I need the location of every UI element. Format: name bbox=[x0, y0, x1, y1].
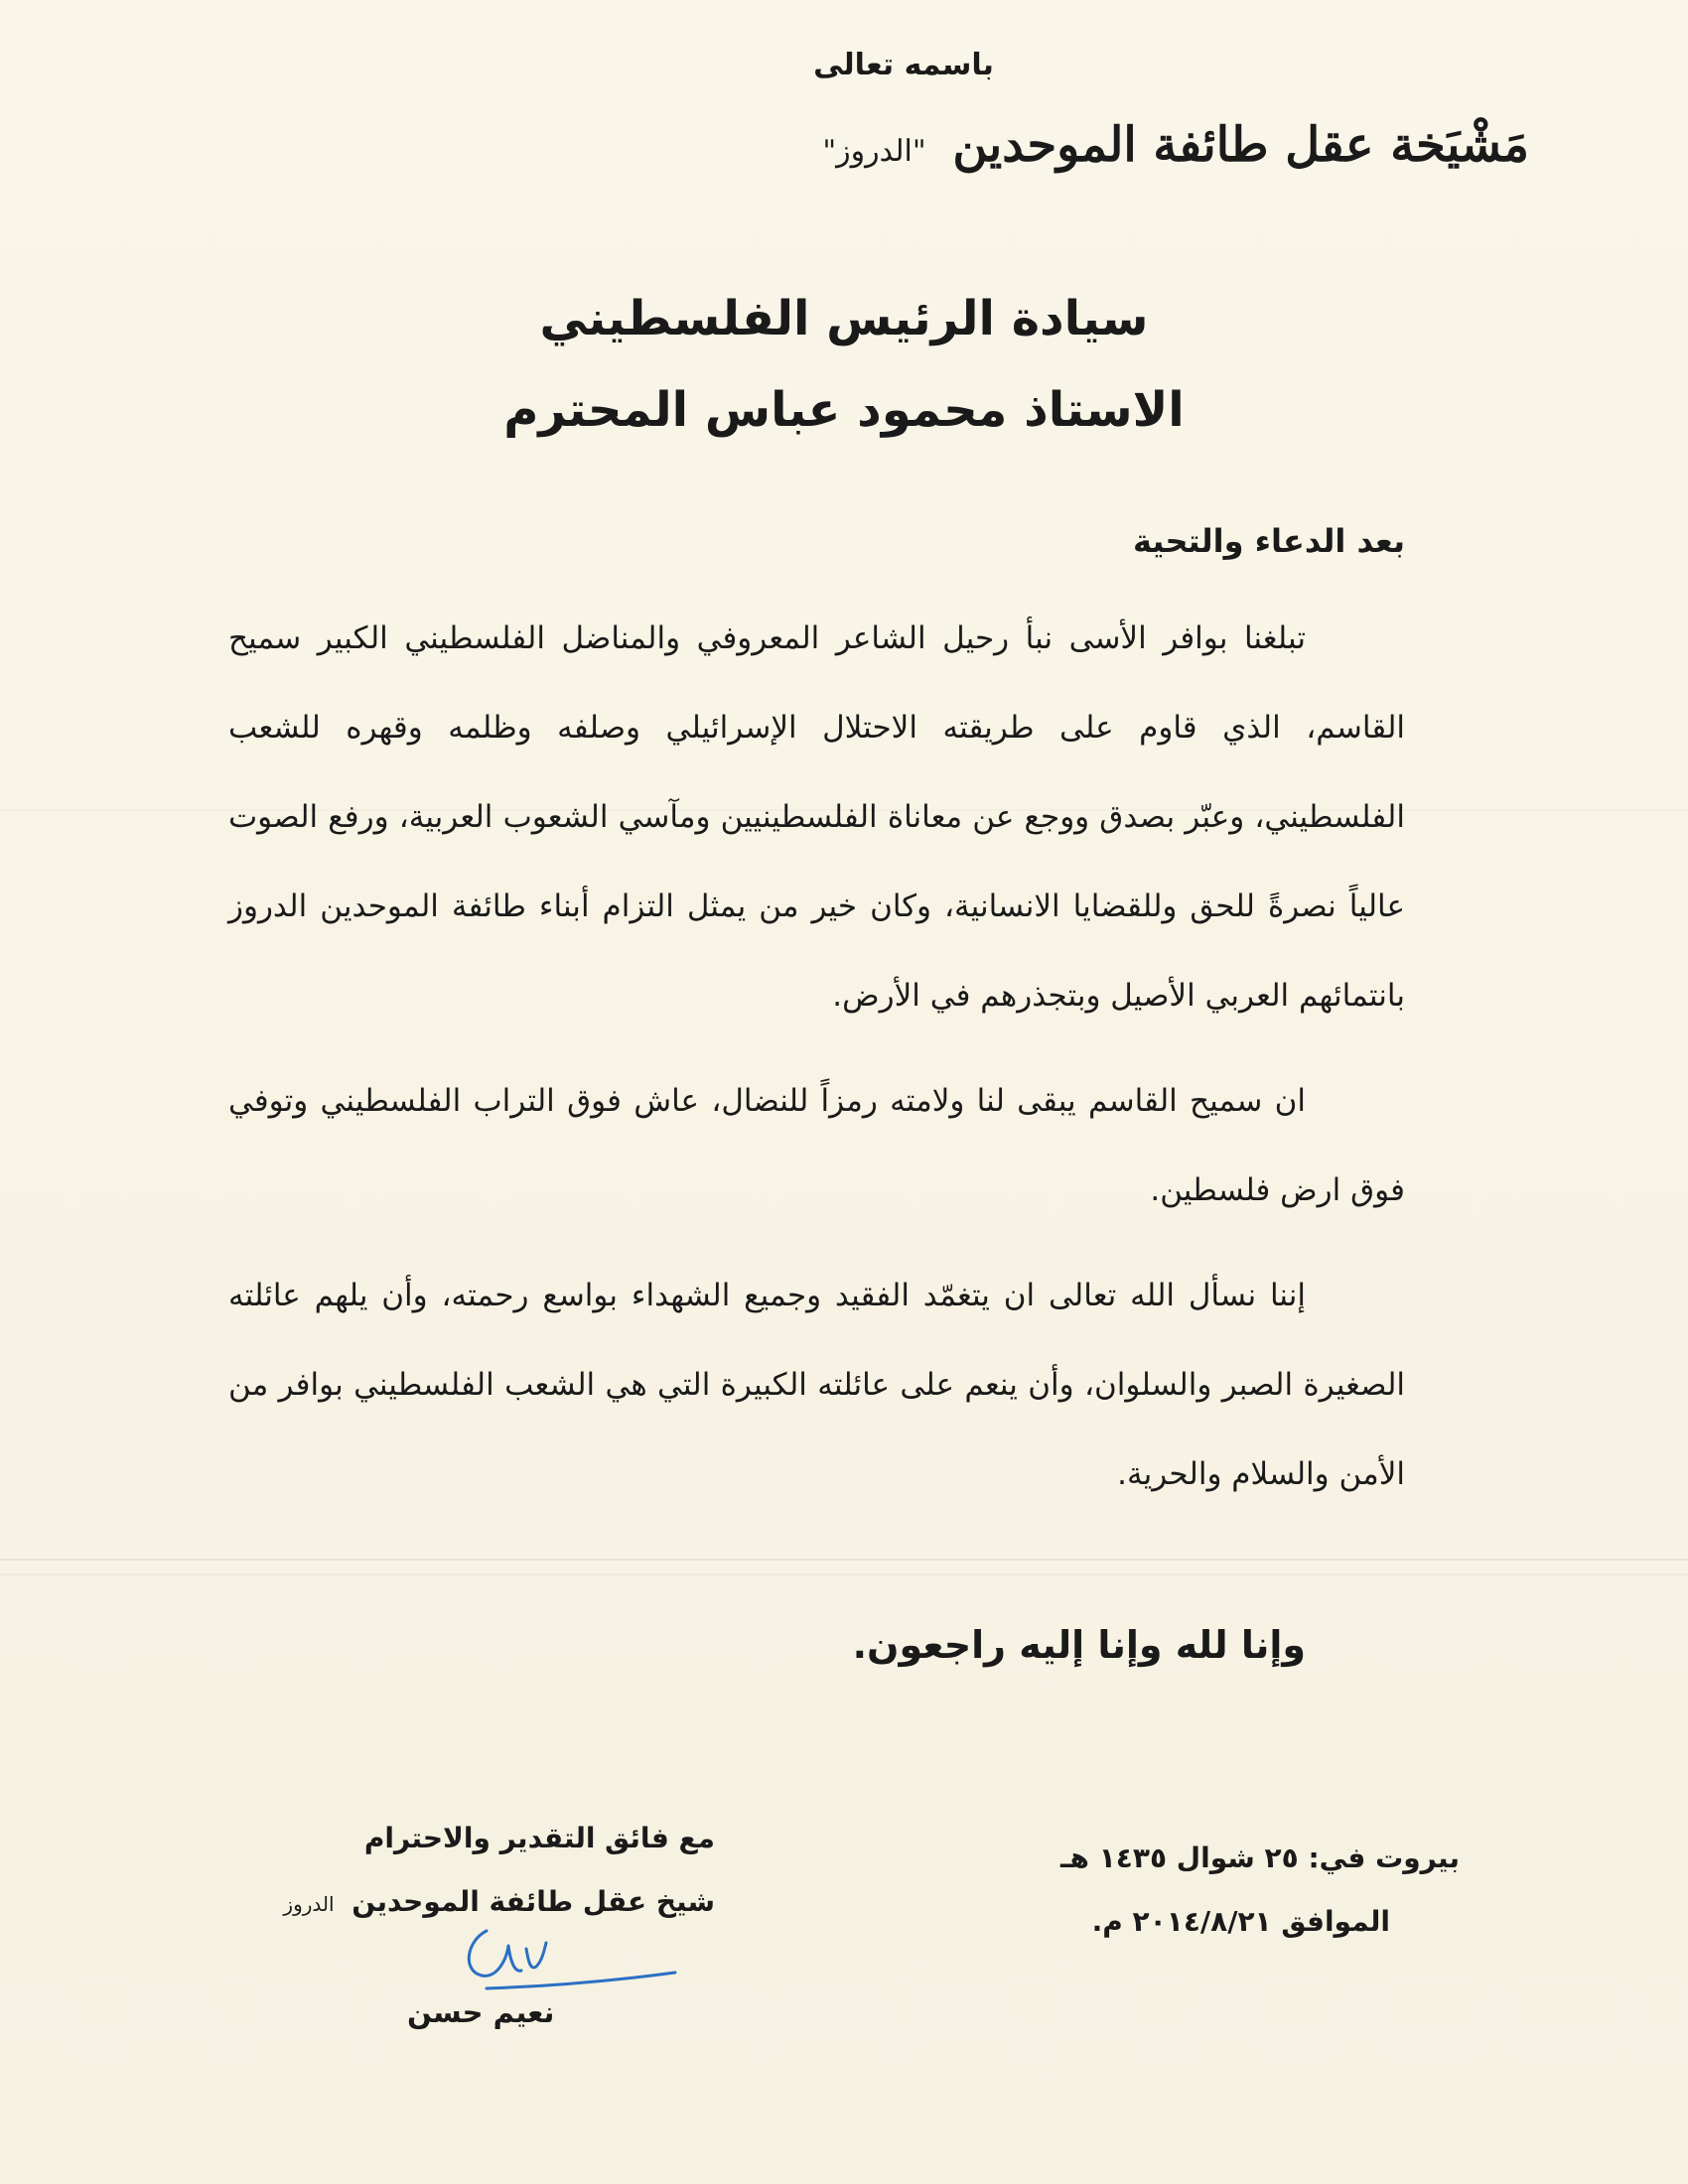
recipient-block bbox=[0, 273, 1688, 456]
recipient-name: الاستاذ محمود عباس المحترم bbox=[503, 382, 1185, 438]
letterhead-subtitle: "الدروز" bbox=[822, 134, 926, 169]
signer-title-text: شيخ عقل طائفة الموحدين bbox=[352, 1885, 715, 1918]
handwritten-signature bbox=[427, 1901, 685, 2010]
date-block bbox=[1023, 1827, 1460, 1954]
body-paragraph: إننا نسأل الله تعالى ان يتغمّد الفقيد وجميع الشهداء بواسع رحمته، وأن يلهم عائلته الصغيرة الصبر والسلوان، وأن ينعم على عائلته الكبيرة التي هي الشعب الفلسطيني بوافر من الأمن والسلام والحرية. bbox=[228, 1278, 1405, 1492]
paper-fold-line bbox=[0, 1559, 1688, 1561]
letterhead bbox=[822, 117, 1529, 173]
invocation-heading: باسمه تعالى bbox=[813, 48, 994, 82]
letter-body bbox=[228, 496, 1405, 1519]
signer-title-small: الدروز bbox=[283, 1892, 335, 1916]
date-gregorian: الموافق ٢٠١٤/٨/٢١ م. bbox=[1091, 1905, 1390, 1938]
date-hijri: بيروت في: ٢٥ شوال ١٤٣٥ هـ bbox=[1059, 1842, 1460, 1874]
body-paragraph: تبلغنا بوافر الأسى نبأ رحيل الشاعر المعروفي والمناضل الفلسطيني الكبير سميح القاسم، الذي قاوم على طريقته الاحتلال الإسرائيلي وصلفه وظلمه وقهره للشعب الفلسطيني، وعبّر بصدق ووجع عن معاناة الفلسطينيين ومآسي الشعوب العربية، ورفع الصوت عالياً نصرةً للحق وللقضايا الانسانية، وكان خير من يمثل التزام أبناء طائفة الموحدين الدروز بانتمائهم العربي الأصيل وبتجذرهم في الأرض. bbox=[228, 620, 1405, 1014]
signer-name: نعيم حسن bbox=[407, 1995, 555, 2029]
paper-fold-line bbox=[0, 1573, 1688, 1575]
closing-phrase: وإنا لله وإنا إليه راجعون. bbox=[852, 1623, 1306, 1667]
recipient-title: سيادة الرئيس الفلسطيني bbox=[539, 291, 1149, 346]
greeting: بعد الدعاء والتحية bbox=[1132, 522, 1405, 560]
body-paragraph: ان سميح القاسم يبقى لنا ولامته رمزاً للنضال، عاش فوق التراب الفلسطيني وتوفي فوق ارض فلسطين. bbox=[228, 1083, 1405, 1208]
regards-line: مع فائق التقدير والاحترام bbox=[363, 1822, 715, 1854]
letterhead-title: مَشْيَخة عقل طائفة الموحدين bbox=[952, 117, 1529, 173]
